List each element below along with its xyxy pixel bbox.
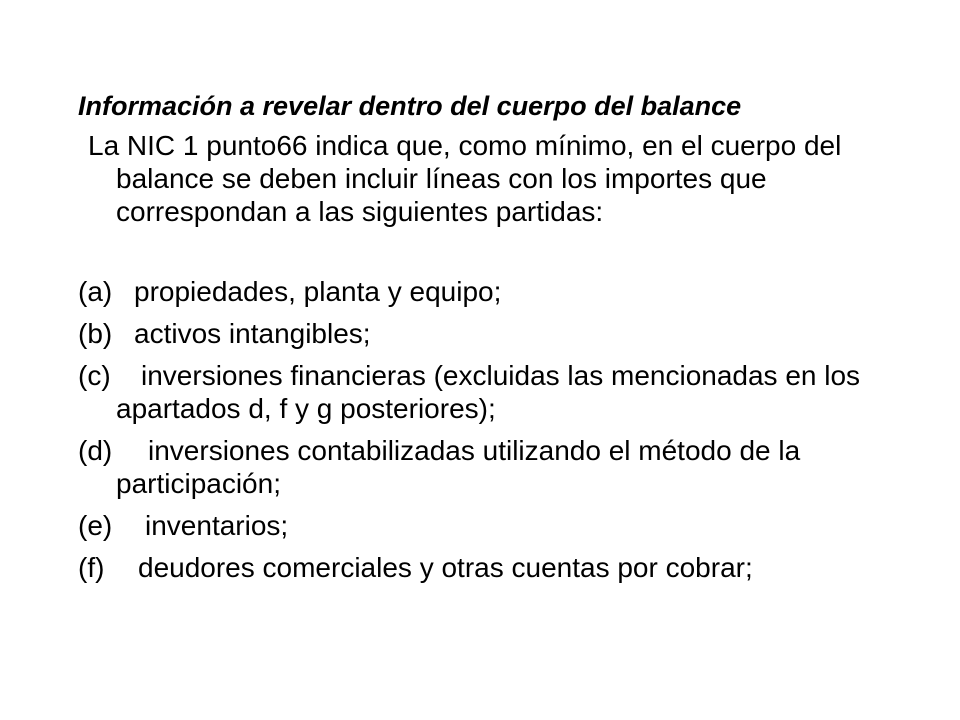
list-marker: (b): [78, 318, 113, 349]
slide-heading: Información a revelar dentro del cuerpo del balance: [78, 91, 742, 121]
list-item-b: [78, 317, 918, 350]
spacer: [78, 228, 918, 275]
list-item-text: inversiones financieras (excluidas las mencionadas en los apartados d, f y g posteriores);: [116, 360, 861, 424]
list-item-f: [78, 551, 918, 584]
list-item-text: deudores comerciales y otras cuentas por cobrar;: [138, 552, 753, 583]
list-item-text: inversiones contabilizadas utilizando el método de la participación;: [116, 435, 801, 499]
list-item-c: [78, 359, 918, 425]
slide-content: [78, 90, 918, 593]
intro-paragraph: La NIC 1 punto66 indica que, como mínimo, en el cuerpo del balance se deben incluir líneas con los importes que correspondan a las siguientes partidas:: [88, 130, 842, 227]
list-marker: (d): [78, 435, 113, 466]
list-marker: (c): [78, 360, 111, 391]
list-marker: (e): [78, 510, 113, 541]
list-marker: (f): [78, 552, 105, 583]
list-item-d: [78, 434, 918, 500]
list-item-text: activos intangibles;: [134, 318, 371, 349]
list-item-a: [78, 275, 918, 308]
list-marker: (a): [78, 276, 113, 307]
list-item-text: propiedades, planta y equipo;: [134, 276, 502, 307]
list-item-e: [78, 509, 918, 542]
list-item-text: inventarios;: [145, 510, 289, 541]
